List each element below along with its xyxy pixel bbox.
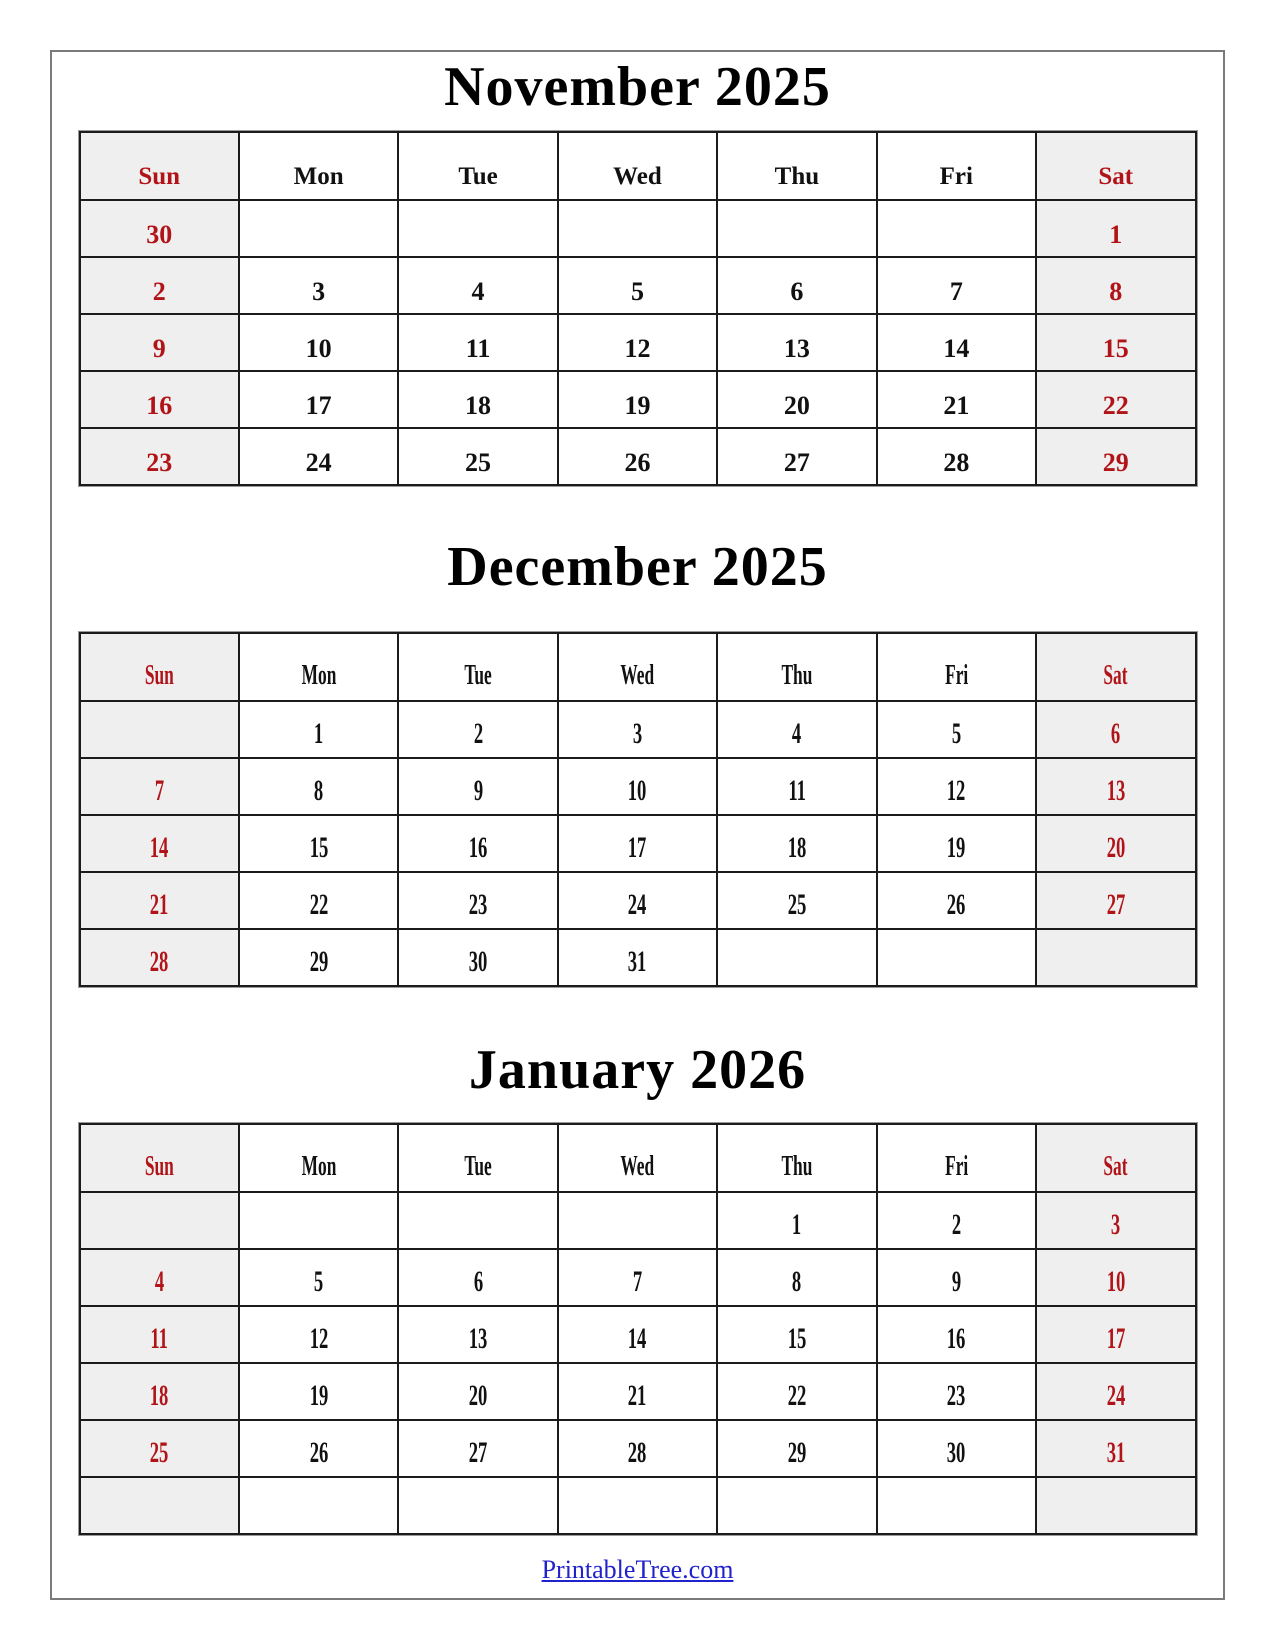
day-cell-14 <box>877 314 1036 371</box>
day-number: 14 <box>943 333 970 363</box>
day-cell-1 <box>1036 200 1195 257</box>
weekday-header-sat <box>1036 132 1195 200</box>
day-cell-13 <box>398 1306 557 1363</box>
day-cell-22 <box>717 1363 876 1420</box>
day-number: 13 <box>468 1322 488 1356</box>
week-row <box>80 1306 1196 1363</box>
day-number: 1 <box>313 716 324 750</box>
day-number: 30 <box>947 1436 966 1470</box>
day-cell-24 <box>558 872 717 929</box>
day-number: 29 <box>1102 447 1129 477</box>
weekday-label: Sun <box>138 162 181 190</box>
day-number: 21 <box>149 887 169 921</box>
day-cell-10 <box>1036 1249 1195 1306</box>
weekday-label: Wed <box>613 162 662 190</box>
empty-day-cell <box>717 1477 876 1534</box>
day-number: 12 <box>624 333 651 363</box>
day-cell-3 <box>239 257 398 314</box>
weekday-label: Sun <box>144 1151 174 1183</box>
day-cell-15 <box>239 815 398 872</box>
day-cell-8 <box>717 1249 876 1306</box>
footer <box>52 1555 1223 1585</box>
day-number: 5 <box>630 276 644 306</box>
calendar-grid-january-2026 <box>79 1123 1197 1535</box>
day-number: 9 <box>951 1265 961 1299</box>
week-row <box>80 815 1196 872</box>
day-number: 21 <box>628 1379 647 1413</box>
weekday-header-sat <box>1036 1124 1195 1192</box>
weekday-header-row <box>80 633 1196 701</box>
weekday-label: Tue <box>458 162 498 190</box>
week-row <box>80 257 1196 314</box>
day-cell-30 <box>877 1420 1036 1477</box>
day-number: 13 <box>1106 773 1126 807</box>
weekday-header-fri <box>877 633 1036 701</box>
day-cell-12 <box>877 758 1036 815</box>
day-cell-11 <box>80 1306 239 1363</box>
day-cell-17 <box>1036 1306 1195 1363</box>
day-cell-17 <box>558 815 717 872</box>
week-row <box>80 428 1196 485</box>
day-number: 15 <box>1102 333 1129 363</box>
day-number: 14 <box>149 830 169 864</box>
day-number: 2 <box>951 1208 961 1242</box>
weekday-header-sun <box>80 633 239 701</box>
day-cell-9 <box>877 1249 1036 1306</box>
day-cell-23 <box>398 872 557 929</box>
day-cell-5 <box>877 701 1036 758</box>
day-number: 15 <box>787 1322 807 1356</box>
day-cell-3 <box>558 701 717 758</box>
day-number: 9 <box>152 333 166 363</box>
day-cell-25 <box>717 872 876 929</box>
day-cell-21 <box>877 371 1036 428</box>
day-number: 11 <box>150 1322 169 1356</box>
day-number: 8 <box>792 1265 802 1299</box>
weekday-label: Thu <box>774 162 820 190</box>
day-number: 12 <box>947 773 966 807</box>
day-number: 28 <box>943 447 970 477</box>
day-number: 29 <box>787 1436 807 1470</box>
day-number: 7 <box>949 276 963 306</box>
day-number: 3 <box>312 276 326 306</box>
weekday-label: Fri <box>944 1151 968 1183</box>
empty-day-cell <box>877 1477 1036 1534</box>
day-number: 29 <box>309 944 328 978</box>
day-number: 30 <box>468 944 488 978</box>
weekday-header-tue <box>398 1124 557 1192</box>
day-number: 19 <box>624 390 651 420</box>
day-cell-15 <box>717 1306 876 1363</box>
day-cell-2 <box>877 1192 1036 1249</box>
day-number: 11 <box>465 333 491 363</box>
day-cell-22 <box>1036 371 1195 428</box>
day-cell-27 <box>717 428 876 485</box>
empty-day-cell <box>239 200 398 257</box>
weekday-header-wed <box>558 633 717 701</box>
weekday-header-thu <box>717 1124 876 1192</box>
day-cell-3 <box>1036 1192 1195 1249</box>
day-cell-26 <box>239 1420 398 1477</box>
empty-day-cell <box>558 1192 717 1249</box>
weekday-header-thu <box>717 132 876 200</box>
day-number: 17 <box>305 390 332 420</box>
day-number: 9 <box>473 773 483 807</box>
weekday-header-mon <box>239 132 398 200</box>
day-number: 12 <box>309 1322 328 1356</box>
day-cell-29 <box>239 929 398 986</box>
calendar-grid-november-2025 <box>79 131 1197 486</box>
day-cell-2 <box>398 701 557 758</box>
weekday-label: Sat <box>1098 162 1134 190</box>
day-cell-1 <box>239 701 398 758</box>
day-cell-7 <box>80 758 239 815</box>
day-cell-18 <box>80 1363 239 1420</box>
day-number: 2 <box>473 716 483 750</box>
day-number: 21 <box>943 390 970 420</box>
day-cell-18 <box>717 815 876 872</box>
day-number: 22 <box>787 1379 807 1413</box>
weekday-label: Tue <box>464 659 492 691</box>
week-row <box>80 1363 1196 1420</box>
day-number: 27 <box>783 447 810 477</box>
empty-day-cell <box>877 929 1036 986</box>
week-row <box>80 1249 1196 1306</box>
day-cell-19 <box>558 371 717 428</box>
day-number: 23 <box>947 1379 966 1413</box>
day-number: 16 <box>468 830 488 864</box>
weekday-header-sun <box>80 132 239 200</box>
day-number: 8 <box>1109 276 1123 306</box>
day-number: 20 <box>1106 830 1126 864</box>
week-row <box>80 872 1196 929</box>
weekday-label: Sat <box>1103 1151 1128 1183</box>
day-cell-25 <box>398 428 557 485</box>
day-cell-28 <box>877 428 1036 485</box>
day-number: 13 <box>783 333 810 363</box>
day-cell-28 <box>558 1420 717 1477</box>
day-cell-6 <box>1036 701 1195 758</box>
day-cell-23 <box>80 428 239 485</box>
week-row <box>80 1420 1196 1477</box>
section-november-2025 <box>52 58 1223 486</box>
day-number: 14 <box>628 1322 647 1356</box>
weekday-header-tue <box>398 132 557 200</box>
day-number: 7 <box>154 773 164 807</box>
weekday-label: Sat <box>1103 659 1128 691</box>
day-number: 19 <box>947 830 966 864</box>
week-row <box>80 701 1196 758</box>
day-number: 28 <box>628 1436 647 1470</box>
day-cell-29 <box>1036 428 1195 485</box>
day-cell-24 <box>239 428 398 485</box>
day-cell-13 <box>717 314 876 371</box>
day-number: 18 <box>149 1379 169 1413</box>
day-cell-7 <box>877 257 1036 314</box>
day-number: 20 <box>783 390 810 420</box>
day-cell-16 <box>80 371 239 428</box>
empty-day-cell <box>717 929 876 986</box>
day-number: 16 <box>947 1322 966 1356</box>
day-cell-9 <box>80 314 239 371</box>
empty-day-cell <box>717 200 876 257</box>
day-cell-21 <box>558 1363 717 1420</box>
day-number: 3 <box>1111 1208 1121 1242</box>
weekday-header-thu <box>717 633 876 701</box>
weekday-header-fri <box>877 1124 1036 1192</box>
weekday-header-sun <box>80 1124 239 1192</box>
day-cell-29 <box>717 1420 876 1477</box>
day-cell-4 <box>398 257 557 314</box>
weekday-header-fri <box>877 132 1036 200</box>
day-cell-31 <box>558 929 717 986</box>
day-number: 18 <box>465 390 492 420</box>
day-number: 22 <box>309 887 328 921</box>
day-cell-12 <box>558 314 717 371</box>
day-cell-11 <box>398 314 557 371</box>
day-cell-31 <box>1036 1420 1195 1477</box>
weekday-label: Tue <box>464 1151 492 1183</box>
day-cell-5 <box>558 257 717 314</box>
day-number: 26 <box>309 1436 328 1470</box>
day-number: 3 <box>632 716 643 750</box>
day-number: 25 <box>465 447 492 477</box>
empty-day-cell <box>558 1477 717 1534</box>
day-cell-11 <box>717 758 876 815</box>
weekday-header-tue <box>398 633 557 701</box>
day-number: 31 <box>1106 1436 1126 1470</box>
empty-day-cell <box>80 1477 239 1534</box>
day-number: 4 <box>154 1265 164 1299</box>
weekday-header-mon <box>239 633 398 701</box>
day-cell-4 <box>717 701 876 758</box>
day-cell-28 <box>80 929 239 986</box>
day-cell-2 <box>80 257 239 314</box>
day-number: 6 <box>1111 716 1121 750</box>
day-number: 1 <box>792 1208 802 1242</box>
weekday-label: Wed <box>620 659 655 691</box>
day-cell-17 <box>239 371 398 428</box>
weekday-header-row <box>80 1124 1196 1192</box>
day-cell-5 <box>239 1249 398 1306</box>
weekday-header-sat <box>1036 633 1195 701</box>
empty-day-cell <box>398 200 557 257</box>
day-cell-20 <box>717 371 876 428</box>
day-number: 4 <box>471 276 485 306</box>
weekday-label: Mon <box>301 1151 336 1183</box>
day-number: 7 <box>632 1265 643 1299</box>
day-number: 24 <box>1106 1379 1126 1413</box>
weekday-label: Mon <box>293 162 344 190</box>
month-title-november-2025: November 2025 <box>444 56 831 118</box>
day-number: 20 <box>468 1379 488 1413</box>
day-cell-7 <box>558 1249 717 1306</box>
day-cell-16 <box>398 815 557 872</box>
day-cell-6 <box>398 1249 557 1306</box>
day-cell-8 <box>1036 257 1195 314</box>
day-number: 17 <box>1106 1322 1126 1356</box>
week-row <box>80 758 1196 815</box>
day-cell-15 <box>1036 314 1195 371</box>
day-cell-9 <box>398 758 557 815</box>
day-cell-22 <box>239 872 398 929</box>
day-cell-19 <box>239 1363 398 1420</box>
day-number: 1 <box>1109 219 1123 249</box>
day-number: 24 <box>305 447 332 477</box>
weekday-label: Sun <box>144 659 174 691</box>
day-number: 16 <box>146 390 173 420</box>
week-row <box>80 371 1196 428</box>
weekday-label: Thu <box>781 659 813 691</box>
section-december-2025 <box>52 535 1223 987</box>
empty-day-cell <box>877 200 1036 257</box>
section-january-2026 <box>52 1038 1223 1536</box>
weekday-header-mon <box>239 1124 398 1192</box>
day-number: 6 <box>790 276 804 306</box>
day-cell-30 <box>80 200 239 257</box>
day-number: 10 <box>628 773 647 807</box>
day-number: 11 <box>788 773 806 807</box>
day-cell-27 <box>398 1420 557 1477</box>
day-number: 23 <box>468 887 488 921</box>
page-border-frame <box>50 50 1225 1600</box>
day-cell-18 <box>398 371 557 428</box>
week-row <box>80 929 1196 986</box>
weekday-label: Thu <box>781 1151 813 1183</box>
empty-day-cell <box>80 701 239 758</box>
day-cell-10 <box>239 314 398 371</box>
day-number: 24 <box>628 887 647 921</box>
week-row <box>80 1477 1196 1534</box>
day-cell-14 <box>80 815 239 872</box>
day-cell-14 <box>558 1306 717 1363</box>
day-cell-13 <box>1036 758 1195 815</box>
day-number: 27 <box>468 1436 488 1470</box>
day-cell-30 <box>398 929 557 986</box>
empty-day-cell <box>398 1477 557 1534</box>
day-number: 27 <box>1106 887 1126 921</box>
weekday-header-wed <box>558 1124 717 1192</box>
day-cell-1 <box>717 1192 876 1249</box>
empty-day-cell <box>80 1192 239 1249</box>
day-cell-19 <box>877 815 1036 872</box>
day-number: 30 <box>146 219 173 249</box>
day-number: 22 <box>1102 390 1129 420</box>
month-title-december-2025: December 2025 <box>447 535 828 598</box>
week-row <box>80 1192 1196 1249</box>
day-cell-6 <box>717 257 876 314</box>
day-cell-24 <box>1036 1363 1195 1420</box>
day-cell-27 <box>1036 872 1195 929</box>
day-number: 10 <box>305 333 332 363</box>
day-cell-20 <box>1036 815 1195 872</box>
day-cell-4 <box>80 1249 239 1306</box>
day-number: 26 <box>624 447 651 477</box>
day-number: 10 <box>1106 1265 1126 1299</box>
day-number: 17 <box>628 830 647 864</box>
day-number: 6 <box>473 1265 483 1299</box>
day-number: 5 <box>313 1265 324 1299</box>
day-number: 23 <box>146 447 173 477</box>
weekday-header-row <box>80 132 1196 200</box>
day-number: 31 <box>628 944 647 978</box>
day-number: 26 <box>947 887 966 921</box>
day-cell-26 <box>877 872 1036 929</box>
footer-link-printabletree[interactable]: PrintableTree.com <box>541 1555 734 1585</box>
day-cell-21 <box>80 872 239 929</box>
day-number: 19 <box>309 1379 328 1413</box>
weekday-label: Fri <box>944 659 968 691</box>
day-cell-10 <box>558 758 717 815</box>
empty-day-cell <box>239 1192 398 1249</box>
empty-day-cell <box>558 200 717 257</box>
day-cell-25 <box>80 1420 239 1477</box>
day-number: 15 <box>309 830 328 864</box>
empty-day-cell <box>398 1192 557 1249</box>
day-number: 28 <box>149 944 169 978</box>
weekday-label: Wed <box>620 1151 655 1183</box>
weekday-header-wed <box>558 132 717 200</box>
day-number: 2 <box>152 276 166 306</box>
day-cell-8 <box>239 758 398 815</box>
empty-day-cell <box>239 1477 398 1534</box>
day-cell-26 <box>558 428 717 485</box>
day-cell-20 <box>398 1363 557 1420</box>
day-number: 25 <box>149 1436 169 1470</box>
empty-day-cell <box>1036 1477 1195 1534</box>
day-cell-12 <box>239 1306 398 1363</box>
day-cell-16 <box>877 1306 1036 1363</box>
day-number: 4 <box>792 716 802 750</box>
day-number: 18 <box>787 830 807 864</box>
day-number: 8 <box>313 773 324 807</box>
calendar-grid-december-2025 <box>79 632 1197 987</box>
week-row <box>80 314 1196 371</box>
month-title-january-2026: January 2026 <box>468 1038 807 1101</box>
day-number: 5 <box>951 716 961 750</box>
day-number: 25 <box>787 887 807 921</box>
empty-day-cell <box>1036 929 1195 986</box>
day-cell-23 <box>877 1363 1036 1420</box>
weekday-label: Fri <box>939 162 973 190</box>
weekday-label: Mon <box>301 659 336 691</box>
week-row <box>80 200 1196 257</box>
